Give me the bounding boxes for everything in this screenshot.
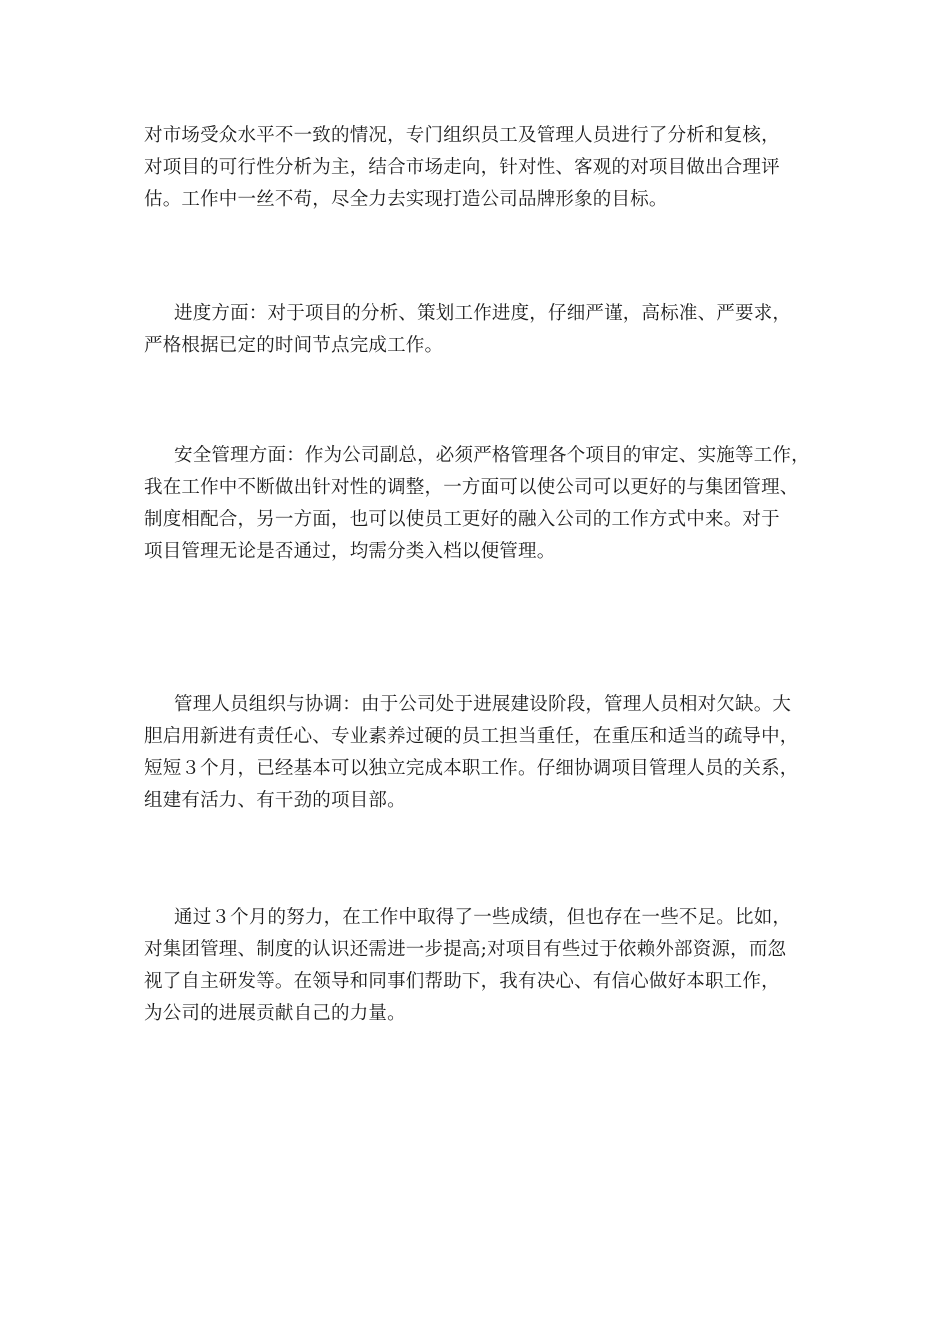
text-line: 估。工作中一丝不苟，尽全力去实现打造公司品牌形象的目标。: [144, 189, 668, 210]
text-line: 组建有活力、有干劲的项目部。: [144, 790, 406, 811]
text-line: 管理人员组织与协调：由于公司处于进展建设阶段，管理人员相对欠缺。大: [174, 694, 792, 715]
text-line: 视了自主研发等。在领导和同事们帮助下，我有决心、有信心做好本职工作，: [144, 971, 780, 992]
paragraph-summary: [144, 902, 814, 1030]
text-line: 对集团管理、制度的认识还需进一步提高;对项目有些过于依赖外部资源，而忽: [144, 939, 787, 960]
paragraph-staff-coordination: [144, 689, 814, 817]
paragraph-safety-management: [144, 440, 814, 568]
text-line: 项目管理无论是否通过，均需分类入档以便管理。: [144, 541, 556, 562]
text-line: 短短３个月，已经基本可以独立完成本职工作。仔细协调项目管理人员的关系，: [144, 758, 799, 779]
text-line: 进度方面：对于项目的分析、策划工作进度，仔细严谨，高标准、严要求，: [174, 303, 792, 324]
text-line: 我在工作中不断做出针对性的调整，一方面可以使公司可以更好的与集团管理、: [144, 477, 799, 498]
text-line: 严格根据已定的时间节点完成工作。: [144, 335, 444, 356]
text-line: 通过３个月的努力，在工作中取得了一些成绩，但也存在一些不足。比如，: [174, 907, 792, 928]
paragraph-progress: [144, 298, 814, 362]
text-line: 制度相配合，另一方面，也可以使员工更好的融入公司的工作方式中来。对于: [144, 509, 780, 530]
text-line: 为公司的进展贡献自己的力量。: [144, 1003, 406, 1024]
text-line: 安全管理方面：作为公司副总，必须严格管理各个项目的审定、实施等工作，: [174, 445, 810, 466]
text-line: 对项目的可行性分析为主，结合市场走向，针对性、客观的对项目做出合理评: [144, 157, 780, 178]
paragraph-market-audience: [144, 120, 814, 216]
text-line: 胆启用新进有责任心、专业素养过硬的员工担当重任，在重压和适当的疏导中，: [144, 726, 799, 747]
text-line: 对市场受众水平不一致的情况，专门组织员工及管理人员进行了分析和复核，: [144, 125, 780, 146]
